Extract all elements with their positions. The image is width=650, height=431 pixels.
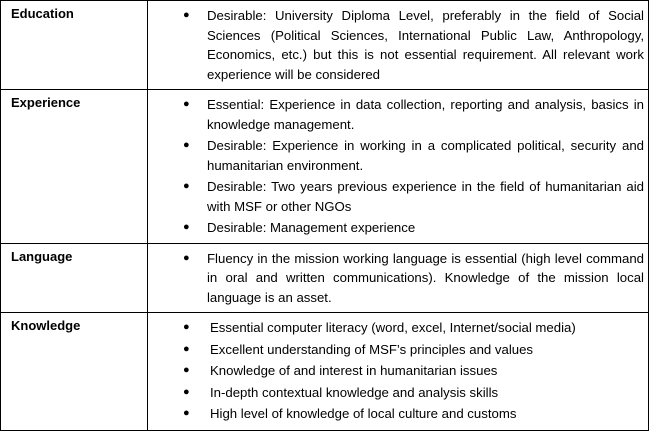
education-row	[1, 1, 649, 90]
bullet-icon: ●	[183, 321, 190, 333]
list-item-text: Desirable: Two years previous experience in the field of humanitarian aid with MSF or other NGOs	[207, 179, 644, 214]
list-item	[148, 177, 644, 216]
language-row	[1, 243, 649, 313]
bullet-icon: ●	[183, 9, 190, 21]
experience-list	[148, 90, 648, 243]
list-item-text: Essential computer literacy (word, excel, Internet/social media)	[210, 320, 576, 335]
education-content-cell	[148, 1, 649, 90]
knowledge-list	[148, 313, 648, 429]
bullet-icon: ●	[183, 364, 190, 376]
knowledge-content-cell	[148, 313, 649, 431]
list-item	[148, 249, 644, 308]
language-label-cell	[1, 243, 148, 313]
bullet-icon: ●	[183, 342, 190, 355]
language-content-cell	[148, 243, 649, 313]
list-item	[148, 6, 644, 84]
list-item-text: Desirable: Management experience	[207, 220, 416, 235]
list-item-text: Knowledge of and interest in humanitarian issues	[210, 363, 498, 378]
list-item	[148, 404, 644, 424]
list-item	[148, 361, 644, 381]
bullet-icon: ●	[183, 385, 190, 398]
knowledge-row	[1, 313, 649, 431]
bullet-icon: ●	[183, 139, 190, 151]
experience-content-cell	[148, 90, 649, 244]
bullet-icon: ●	[183, 180, 190, 192]
list-item	[148, 136, 644, 175]
education-label-cell	[1, 1, 148, 90]
list-item-text: Essential: Experience in data collection, reporting and analysis, basics in knowledge management.	[207, 97, 644, 132]
list-item-text: Excellent understanding of MSF’s principles and values	[210, 341, 534, 357]
list-item-text: High level of knowledge of local culture and customs	[210, 406, 517, 421]
bullet-icon: ●	[183, 407, 190, 419]
education-list	[148, 1, 648, 89]
bullet-icon: ●	[183, 221, 190, 233]
list-item	[148, 318, 644, 338]
education-label: Education	[11, 6, 74, 21]
list-item-text: Desirable: Experience in working in a complicated political, security and humanitarian environment.	[207, 138, 644, 173]
list-item	[148, 218, 644, 238]
list-item-text: Fluency in the mission working language is essential (high level command in oral and written communications). Knowledge of the mission local language is an asset.	[207, 250, 644, 305]
experience-label: Experience	[11, 95, 81, 110]
knowledge-label: Knowledge	[11, 318, 81, 333]
language-list	[148, 244, 648, 313]
experience-label-cell	[1, 90, 148, 244]
list-item	[148, 383, 644, 403]
bullet-icon: ●	[183, 98, 190, 110]
list-item	[148, 95, 644, 134]
experience-row	[1, 90, 649, 244]
list-item-text: Desirable: University Diploma Level, preferably in the field of Social Sciences (Political Sciences, International Public Law, Anthropology, Economics, etc.) but this is not essential requirement. All relevant work experience will be considered	[207, 8, 644, 82]
list-item	[148, 340, 644, 360]
list-item-text: In-depth contextual knowledge and analysis skills	[210, 384, 499, 400]
bullet-icon: ●	[183, 251, 190, 264]
knowledge-label-cell	[1, 313, 148, 431]
language-label: Language	[11, 248, 73, 264]
